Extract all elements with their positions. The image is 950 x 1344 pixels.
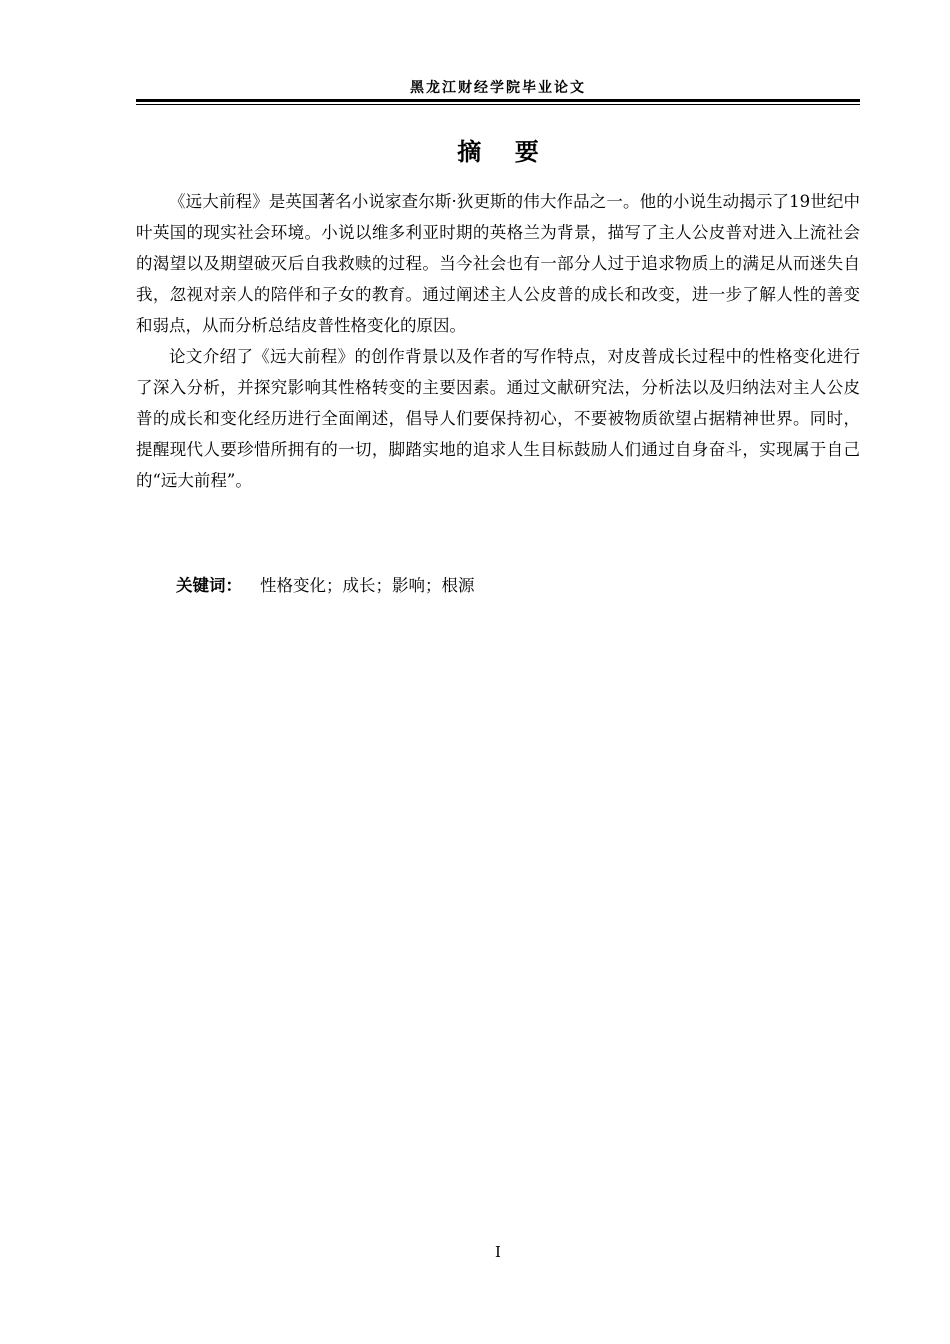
- abstract-paragraph-1: 《远大前程》是英国著名小说家查尔斯·狄更斯的伟大作品之一。他的小说生动揭示了19世纪中叶英国的现实社会环境。小说以维多利亚时期的英格兰为背景，描写了主人公皮普对进入上流社会的渴望以及期望破灭后自我救赎的过程。当今社会也有一部分人过于追求物质上的满足从而迷失自我，忽视对亲人的陪伴和子女的教育。通过阐述主人公皮普的成长和改变，进一步了解人性的善变和弱点，从而分析总结皮普性格变化的原因。: [136, 192, 860, 335]
- keywords-line: [176, 570, 475, 601]
- running-header: 黑龙江财经学院毕业论文: [410, 80, 586, 96]
- page-number: I: [495, 1243, 501, 1261]
- header-rule-thick: [136, 99, 860, 102]
- keywords-label: 关键词：: [176, 576, 242, 595]
- header-rule-thin: [136, 104, 860, 105]
- keywords-value: 性格变化；成长；影响；根源: [260, 576, 475, 595]
- abstract-title: 摘 要: [457, 138, 539, 166]
- abstract-paragraph-2: 论文介绍了《远大前程》的创作背景以及作者的写作特点，对皮普成长过程中的性格变化进行了深入分析，并探究影响其性格转变的主要因素。通过文献研究法，分析法以及归纳法对主人公皮普的成长和变化经历进行全面阐述，倡导人们要保持初心，不要被物质欲望占据精神世界。同时，提醒现代人要珍惜所拥有的一切，脚踏实地的追求人生目标鼓励人们通过自身奋斗，实现属于自己的“远大前程”。: [136, 347, 860, 490]
- abstract-body: [136, 186, 860, 496]
